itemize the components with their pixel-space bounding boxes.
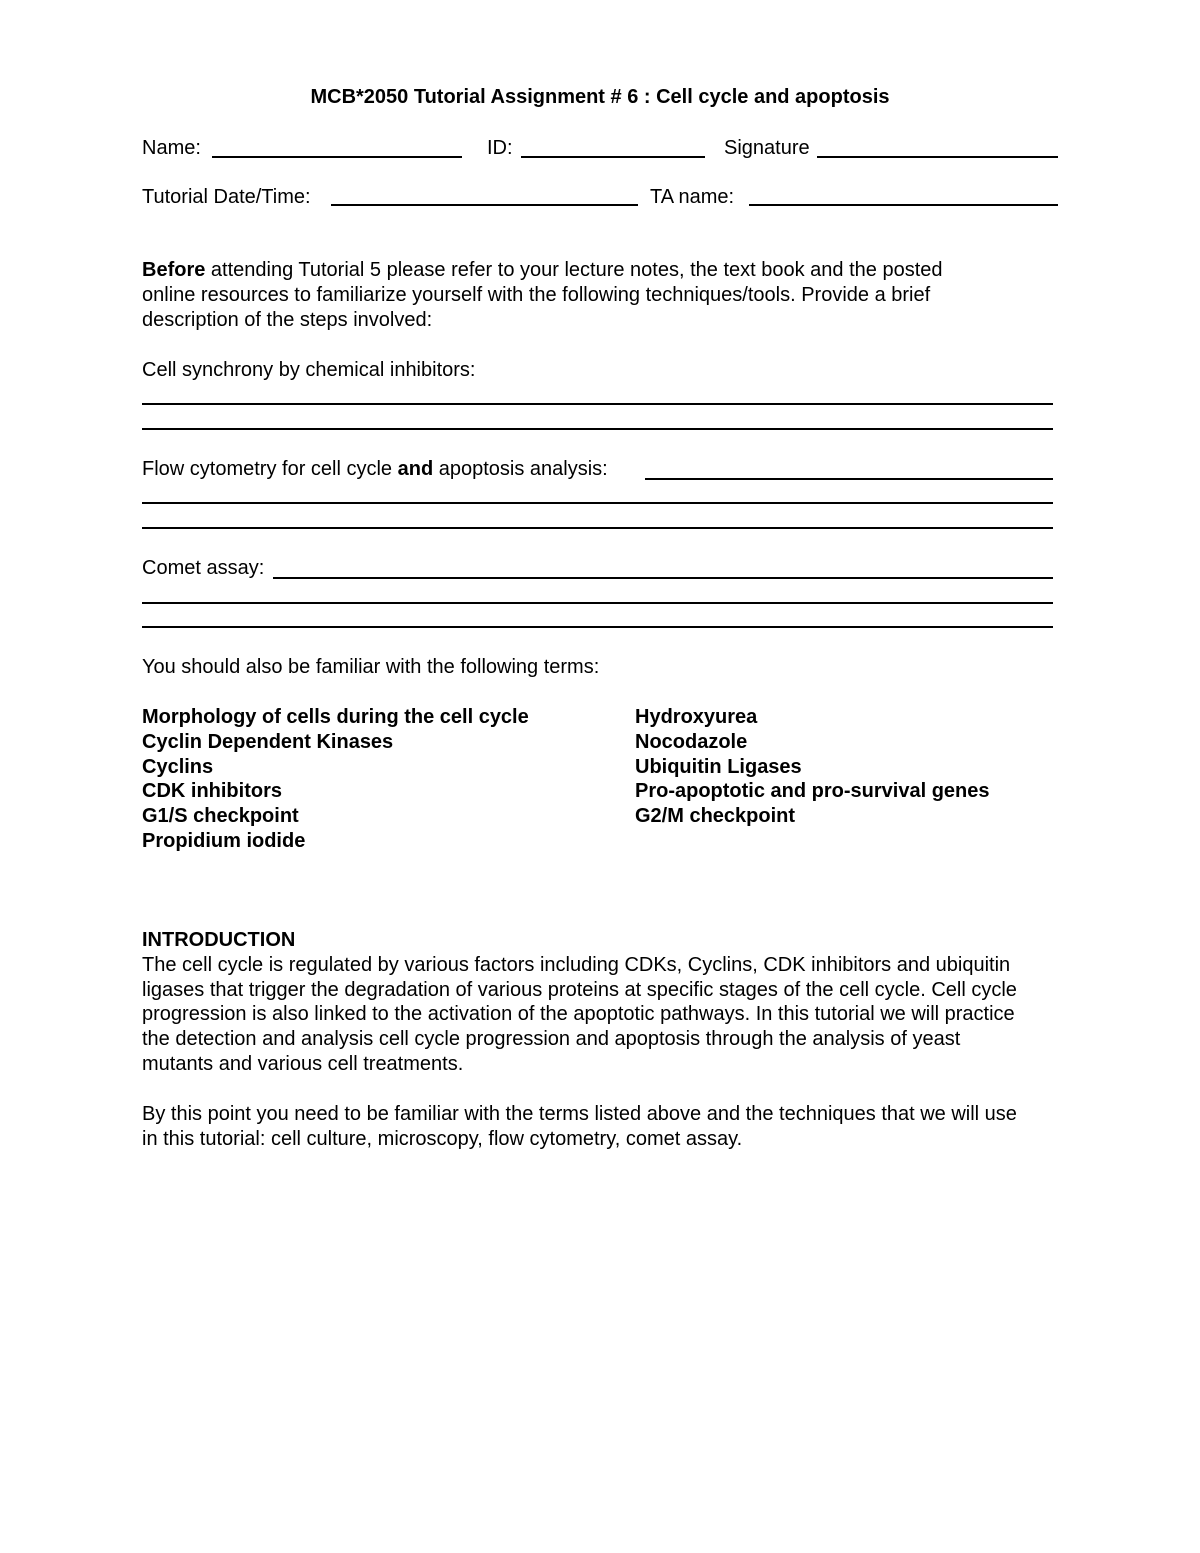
answer-line-q3-1[interactable] <box>142 602 1053 604</box>
question-flow-cytometry-part2: apoptosis analysis: <box>433 458 608 480</box>
name-label: Name: <box>142 137 201 159</box>
terms-right-column <box>635 705 990 829</box>
introduction-heading: INTRODUCTION <box>142 929 296 951</box>
term-item: Propidium iodide <box>142 829 306 852</box>
signature-field-line[interactable] <box>817 156 1058 158</box>
answer-line-q3-2[interactable] <box>142 626 1053 628</box>
instruction-line-1: attending Tutorial 5 please refer to your lecture notes, the text book and the posted <box>205 259 943 281</box>
introduction-line: progression is also linked to the activation of the apoptotic pathways. In this tutorial we will practice <box>142 1003 1015 1026</box>
term-item: Ubiquitin Ligases <box>635 755 802 778</box>
question-flow-cytometry <box>142 457 608 482</box>
answer-line-q1-1[interactable] <box>142 403 1053 405</box>
ta-name-field-line[interactable] <box>749 204 1058 206</box>
tutorial-datetime-label: Tutorial Date/Time: <box>142 186 311 208</box>
answer-line-q2-1[interactable] <box>142 502 1053 504</box>
tutorial-datetime-field-line[interactable] <box>331 204 638 206</box>
id-field-line[interactable] <box>521 156 705 158</box>
ta-name-label: TA name: <box>650 186 735 208</box>
instruction-bold-word: Before <box>142 259 206 281</box>
term-item: Morphology of cells during the cell cycle <box>142 706 529 728</box>
closing-line: in this tutorial: cell culture, microscopy, flow cytometry, comet assay. <box>142 1127 743 1150</box>
term-item: Cyclins <box>142 755 214 778</box>
term-item: Pro-apoptotic and pro-survival genes <box>635 780 990 803</box>
closing-paragraph <box>142 1102 1017 1152</box>
term-item: G1/S checkpoint <box>142 805 299 828</box>
question-cell-synchrony: Cell synchrony by chemical inhibitors: <box>142 359 476 381</box>
introduction-section <box>142 928 1017 1077</box>
introduction-line: ligases that trigger the degradation of various proteins at specific stages of the cell cycle. Cell cycle <box>142 978 1017 1001</box>
introduction-line: mutants and various cell treatments. <box>142 1052 464 1075</box>
question-flow-cytometry-part1: Flow cytometry for cell cycle <box>142 458 398 480</box>
page-title: MCB*2050 Tutorial Assignment # 6 : Cell cycle and apoptosis <box>310 86 890 108</box>
answer-line-q2-2[interactable] <box>142 527 1053 529</box>
signature-label: Signature <box>724 137 810 159</box>
id-label: ID: <box>487 137 513 159</box>
name-field-line[interactable] <box>212 156 462 158</box>
term-item: G2/M checkpoint <box>635 805 796 828</box>
closing-line: By this point you need to be familiar with the terms listed above and the techniques that we will use <box>142 1103 1017 1125</box>
introduction-line: the detection and analysis cell cycle progression and apoptosis through the analysis of yeast <box>142 1028 961 1051</box>
question-flow-cytometry-bold: and <box>397 458 434 480</box>
instruction-line-2: online resources to familiarize yourself with the following techniques/tools. Provide a brief <box>142 283 931 306</box>
term-item: CDK inhibitors <box>142 780 282 803</box>
term-item: Nocodazole <box>635 730 748 753</box>
answer-line-q1-2[interactable] <box>142 428 1053 430</box>
instruction-paragraph <box>142 258 943 332</box>
answer-line-q3-0[interactable] <box>273 577 1053 579</box>
answer-line-q2-0[interactable] <box>645 478 1053 480</box>
term-item: Hydroxyurea <box>635 706 758 728</box>
introduction-line: The cell cycle is regulated by various factors including CDKs, Cyclins, CDK inhibitors and ubiquitin <box>142 953 1011 976</box>
question-comet-assay: Comet assay: <box>142 557 265 579</box>
terms-left-column <box>142 705 529 854</box>
instruction-line-3: description of the steps involved: <box>142 308 433 331</box>
term-item: Cyclin Dependent Kinases <box>142 730 394 753</box>
terms-heading: You should also be familiar with the following terms: <box>142 656 600 678</box>
